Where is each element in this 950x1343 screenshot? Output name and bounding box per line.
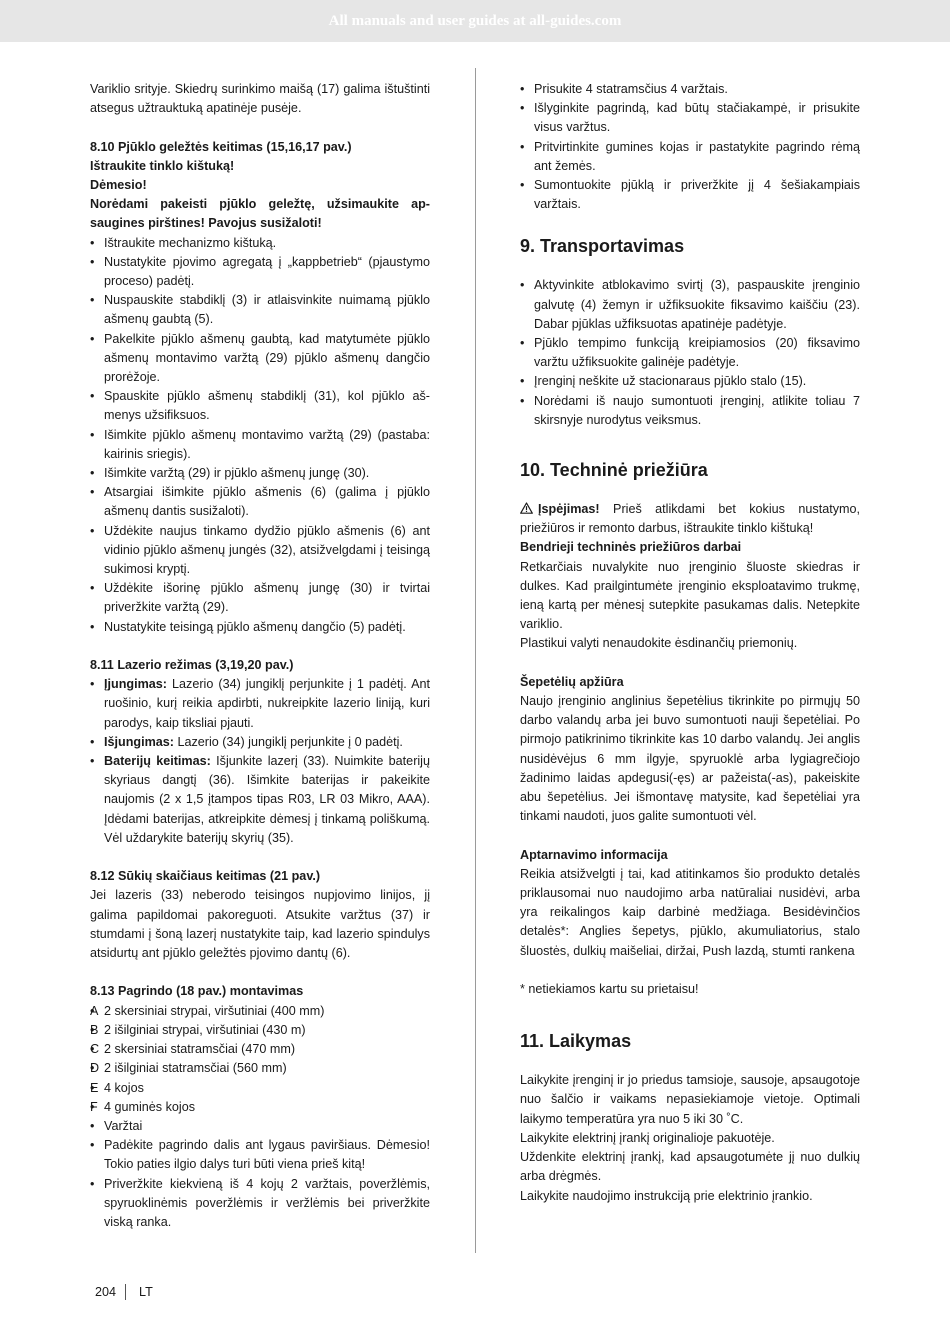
section-9-heading: 9. Transportavimas xyxy=(520,236,685,257)
warning-text: Prieš atlikdami bet kokius nustatymo, priežiūros ir remonto darbus, ištraukite tinklo kištuką! xyxy=(520,502,860,536)
list-item: • Nustatykite teisingą pjūklo ašmenų dangčio (5) padėtį. xyxy=(90,618,430,637)
part-item: • Varžtai xyxy=(90,1117,430,1136)
list-item: • Nustatykite pjovimo agregatą į „kappbetrieb“ (pjaustymo proceso) padėtį. xyxy=(90,253,430,291)
warning-label: Įspėjimas! xyxy=(538,502,600,517)
list-item: • Prisukite 4 statramsčius 4 varžtais. xyxy=(520,80,860,99)
general-maintenance-text-2: Plastikui valyti nenaudokite ėsdinančių priemonių. xyxy=(520,636,798,651)
section-8-13-steps xyxy=(90,1136,430,1232)
attention-label: Dėmesio! xyxy=(90,178,147,192)
list-item: • Priveržkite kiekvieną iš 4 kojų 2 varžtais, poveržlėmis, spyruoklinėmis poveržlėmis ir veržlėmis bei priveržkite viską ranka. xyxy=(90,1175,430,1233)
section-8-10-title: 8.10 Pjūklo geležtės keitimas (15,16,17 pav.) xyxy=(90,139,352,154)
footnote: * netiekiamos kartu su prietaisu! xyxy=(520,982,699,997)
right-column xyxy=(520,80,860,1206)
part-item: • F 4 guminės kojos xyxy=(90,1098,430,1117)
part-item: • C 2 skersiniai statramsčiai (470 mm) xyxy=(90,1040,430,1059)
list-item xyxy=(90,675,430,733)
storage-text-2: Laikykite elektrinį įrankį originalioje pakuotėje. xyxy=(520,1130,775,1145)
warning-triangle-icon xyxy=(520,502,533,514)
list-item: • Uždėkite išorinę pjūklo ašmenų jungę (30) ir tvirtai priveržkite varžtą (29). xyxy=(90,579,430,617)
list-item: • Išlyginkite pagrindą, kad būtų stačiakampė, ir prisukite visus varžtus. xyxy=(520,99,860,137)
section-8-11-title: 8.11 Lazerio režimas (3,19,20 pav.) xyxy=(90,658,294,673)
service-info-title: Aptarnavimo informacija xyxy=(520,847,668,862)
list-item: • Aktyvinkite atblokavimo svirtį (3), paspauskite įrenginio galvutę (4) žemyn ir užfiksuokite fiksavimo kaiščiu (23). Dabar pjūklas užfiksuotas apatinėje padėtyje. xyxy=(520,276,860,334)
storage-text-4: Laikykite naudojimo instrukciją prie elektrinio įrankio. xyxy=(520,1188,813,1203)
part-item: • B 2 išilginiai strypai, viršutiniai (430 m) xyxy=(90,1021,430,1040)
brush-inspection-text: Naujo įrenginio anglinius šepetėlius tikrinkite po pirmųjų 50 darbo valandų arba jei buvo sumontuoti nauji šepetėliai. Po pirmojo patikrinimo tikrinkite kas 10 darbo valandų. Jei anglis nusidėvėjus 6 mm ilgyje, spyruoklė arba lygiagrečiojo žadinimo laidas apdegusi(-ęs) ar pažeista(-as), pakeiskite abu šepetėlius. Jei išmontavę matysite, kad šepetėliai yra tinkami naudoti, juos galite sumontuoti vėl. xyxy=(520,694,860,824)
service-info-text: Reikia atsižvelgti į tai, kad atitinkamos šio produkto detalės priklausomai nuo naudojimo arba natūraliai nusidėvi, arba yra reikalingos kaip darbinė medžiaga. Besidėvinčios detalės*: Anglies šepetys, pjūklo, akumuliatorius, stalo šluostės, dulkių maišeliai, diržai, Push lazdą, stumti rankena xyxy=(520,866,860,958)
list-item: • Norėdami iš naujo sumontuoti įrenginį, atlikite toliau 7 skirsnyje nurodytus veiksmus. xyxy=(520,392,860,430)
gloves-warning: Norėdami pakeisti pjūklo geležtę, užsimaukite apsaugines pirštines! Pavojus susižaloti! xyxy=(90,197,430,231)
general-maintenance-text: Retkarčiais nuvalykite nuo įrenginio šluoste skiedras ir dulkes. Kad prailgintumėte įrenginio eksploatavimo trukmę, ieną kartą per mėnesį sutepkite pasukamas dalis. Netepkite variklio. xyxy=(520,559,860,632)
unplug-notice: Ištraukite tinklo kištuką! xyxy=(90,158,235,173)
section-8-10-steps xyxy=(90,234,430,637)
section-8-12-text: Jei lazeris (33) neberodo teisingos nupjovimo linijos, jį galima papildomai pakoreguoti. Atsukite varžtus (37) ir stumdami į šoną lazerį nustatykite taip, kad lazerio spindulys atsidurtų ant pjūklo geležtės pjovimo dantų (6). xyxy=(90,888,430,961)
section-11-heading: 11. Laikymas xyxy=(520,1031,632,1052)
maintenance-warning xyxy=(520,500,860,538)
list-item: • Išimkite varžtą (29) ir pjūklo ašmenų jungę (30). xyxy=(90,464,430,483)
base-assembly-steps xyxy=(520,80,860,214)
list-item: • Išimkite pjūklo ašmenų montavimo varžtą (29) (pastaba: kairinis sriegis). xyxy=(90,426,430,464)
page-footer xyxy=(95,1283,153,1301)
part-item: • D 2 išilginiai statramsčiai (560 mm) xyxy=(90,1059,430,1078)
brush-inspection-title: Šepetėlių apžiūra xyxy=(520,674,624,689)
intro-paragraph: Variklio srityje. Skiedrų surinkimo maišą (17) galima ištuštinti atsegus užtrauktuką apatinėje pusėje. xyxy=(90,82,430,116)
list-item: • Pritvirtinkite gumines kojas ir pastatykite pagrindo rėmą ant žemės. xyxy=(520,138,860,176)
list-item: • Nuspauskite stabdiklį (3) ir atlaisvinkite nuimamą pjūklo ašmenų gaubtą (5). xyxy=(90,291,430,329)
storage-text-1: Laikykite įrenginį ir jo priedus tamsioje, sausoje, apsaugotoje nuo šalčio ir vaikams nepasiekiamoje vietoje. Optimali laikymo temperatūra yra nuo 5 iki 30 ˚C. xyxy=(520,1073,860,1126)
part-item: • E 4 kojos xyxy=(90,1079,430,1098)
item-text: Lazerio (34) jungiklį perjunkite į 0 padėtį. xyxy=(173,734,403,749)
site-banner: All manuals and user guides at all-guides.com xyxy=(0,0,950,42)
section-8-12-title: 8.12 Sūkių skaičiaus keitimas (21 pav.) xyxy=(90,869,321,884)
list-item: • Atsargiai išimkite pjūklo ašmenis (6) (galima į pjūklo ašmenų dantis susižaloti). xyxy=(90,483,430,521)
part-item: • A 2 skersiniai strypai, viršutiniai (400 mm) xyxy=(90,1002,430,1021)
section-8-13-title: 8.13 Pagrindo (18 pav.) montavimas xyxy=(90,984,304,999)
list-item: • Įrenginį neškite už stacionaraus pjūklo stalo (15). xyxy=(520,372,860,391)
transport-steps xyxy=(520,276,860,430)
list-item: • Pjūklo tempimo funkciją kreipiamosios (20) fiksavimo varžtu užfiksuokite galinėje padėtyje. xyxy=(520,334,860,372)
list-item xyxy=(90,752,430,848)
item-term: Baterijų keitimas: xyxy=(104,754,211,769)
footer-separator xyxy=(125,1284,126,1300)
storage-text-3: Uždenkite elektrinį įrankį, kad apsaugotumėte jį nuo dulkių arba drėgmės. xyxy=(520,1150,860,1184)
item-text: Lazerio (34) jungiklį perjunkite į 1 padėtį. Ant ruošinio, kurį reikia apdirbti, nukreipkite lazerio liniją, kuri parodys, kaip tiksliai pjauti. xyxy=(104,677,430,730)
language-code: LT xyxy=(139,1285,153,1299)
list-item: • Uždėkite naujus tinkamo dydžio pjūklo ašmenis (6) ant vidinio pjūklo ašmenų jungės (32), atsižvelgdami į teisingą sukimosi kryptį. xyxy=(90,522,430,580)
list-item xyxy=(90,733,430,752)
item-text: Išjunkite lazerį (33). Nuimkite baterijų skyriaus dangtį (36). Išimkite baterijas ir pakeikite naujomis (2 x 1,5 įtampos tipas R03, LR 03 Mikro, AAA). Įdėdami baterijas, atkreipkite dėmesį į tinkamą poliškumą. Vėl uždarykite baterijų skyrių (35). xyxy=(104,754,430,845)
list-item: • Sumontuokite pjūklą ir priveržkite jį 4 šešiakampiais varžtais. xyxy=(520,176,860,214)
parts-list xyxy=(90,1002,430,1136)
item-term: Išjungimas: xyxy=(104,734,174,749)
general-maintenance-title: Bendrieji techninės priežiūros darbai xyxy=(520,540,742,555)
section-10-heading: 10. Techninė priežiūra xyxy=(520,460,708,481)
section-8-11-steps xyxy=(90,675,430,848)
list-item: • Spauskite pjūklo ašmenų stabdiklį (31), kol pjūklo ašmenys užsifiksuos. xyxy=(90,387,430,425)
left-column xyxy=(90,80,430,1232)
list-item: • Pakelkite pjūklo ašmenų gaubtą, kad matytumėte pjūklo ašmenų montavimo varžtą (29) pjūklo ašmenų dangčio prorėžoje. xyxy=(90,330,430,388)
item-term: Įjungimas: xyxy=(104,677,167,692)
list-item: • Padėkite pagrindo dalis ant lygaus paviršiaus. Dėmesio! Tokio paties ilgio dalys turi būti viena prieš kitą! xyxy=(90,1136,430,1174)
list-item: • Ištraukite mechanizmo kištuką. xyxy=(90,234,430,253)
column-divider xyxy=(475,68,476,1253)
page-number: 204 xyxy=(95,1285,117,1299)
